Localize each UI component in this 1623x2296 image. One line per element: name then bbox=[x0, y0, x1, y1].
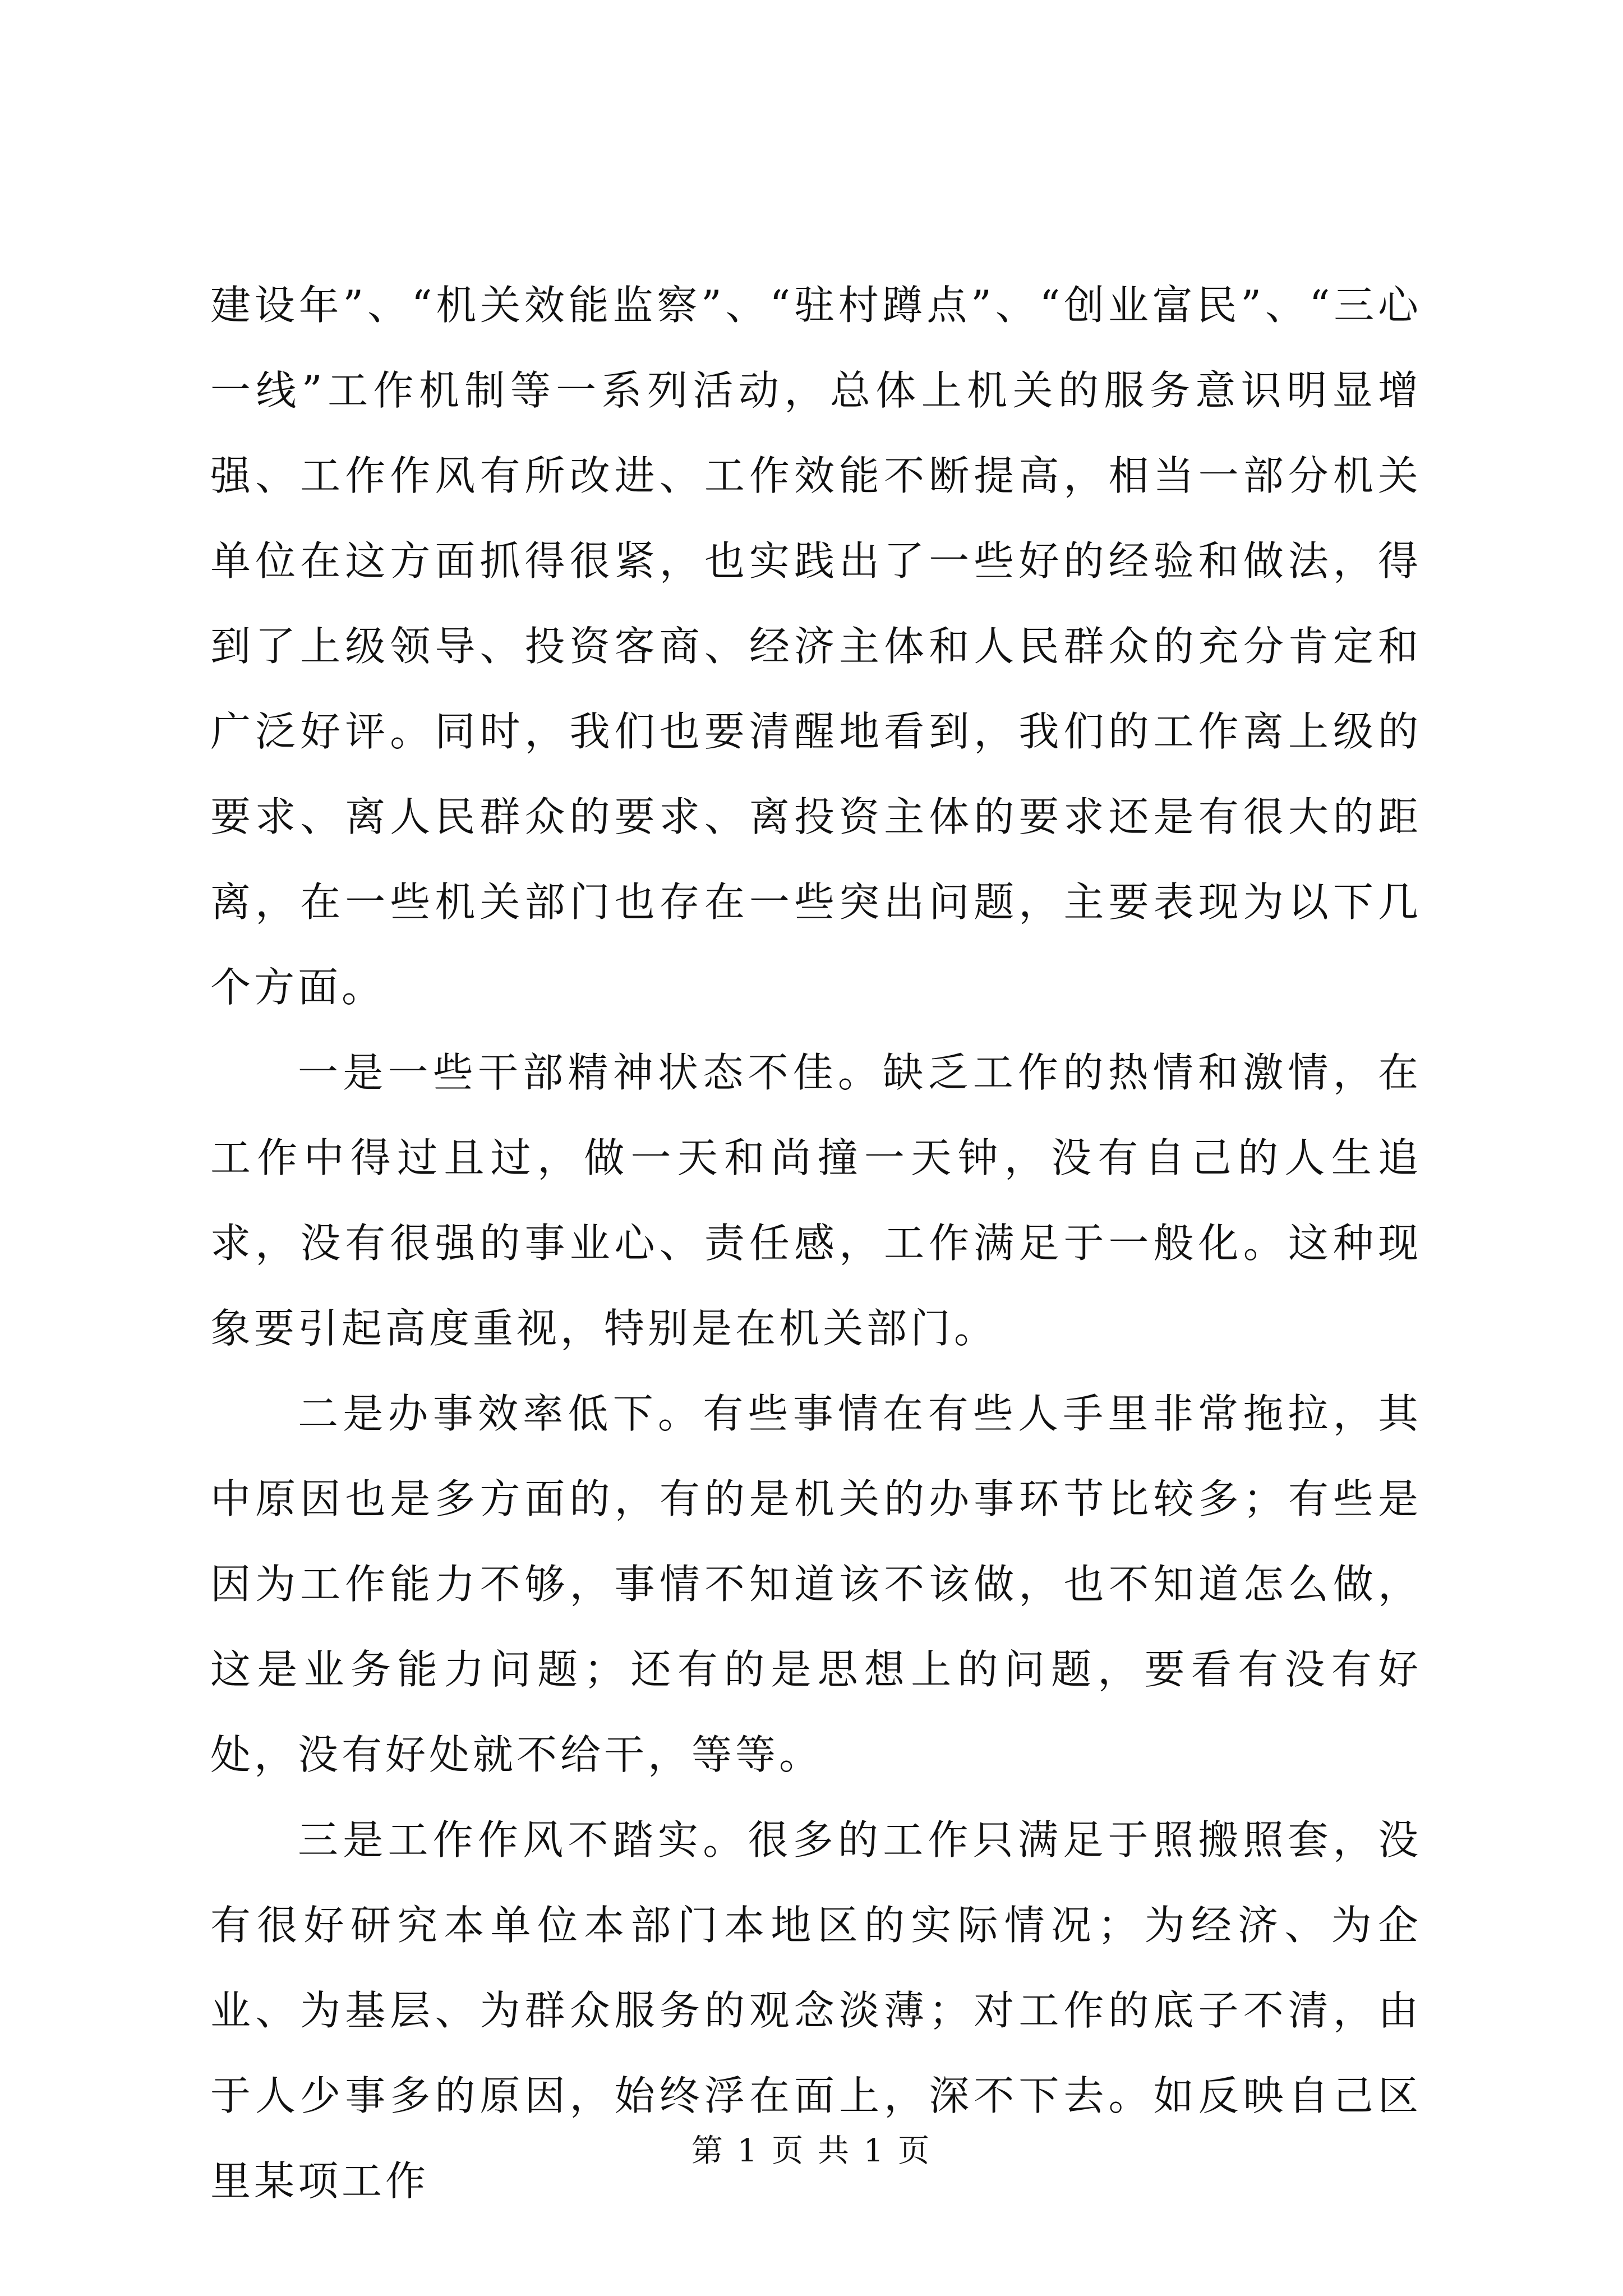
paragraph-point-two: 二是办事效率低下。有些事情在有些人手里非常拖拉，其中原因也是多方面的，有的是机关的办事环节比较多；有些是因为工作能力不够，事情不知道该不该做，也不知道怎么做，这是业务能力问题；还有的是思想上的问题，要看有没有好处，没有好处就不给干，等等。 bbox=[210, 1390, 1422, 1778]
page-footer bbox=[0, 2126, 1623, 2171]
paragraph-continuation: 建设年”、“机关效能监察”、“驻村蹲点”、“创业富民”、“三心一线”工作机制等一系列活动，总体上机关的服务意识明显增强、工作作风有所改进、工作效能不断提高，相当一部分机关单位在这方面抓得很紧，也实践出了一些好的经验和做法，得到了上级领导、投资客商、经济主体和人民群众的充分肯定和广泛好评。同时，我们也要清醒地看到，我们的工作离上级的要求、离人民群众的要求、离投资主体的要求还是有很大的距离，在一些机关部门也存在一些突出问题，主要表现为以下几个方面。 bbox=[210, 282, 1422, 1011]
page-number-label: 第 1 页 共 1 页 bbox=[691, 2133, 932, 2169]
document-body bbox=[210, 263, 1422, 2224]
paragraph-point-three: 三是工作作风不踏实。很多的工作只满足于照搬照套，没有很好研究本单位本部门本地区的实际情况；为经济、为企业、为基层、为群众服务的观念淡薄；对工作的底子不清，由于人少事多的原因，始终浮在面上，深不下去。如反映自己区里某项工作 bbox=[210, 1816, 1422, 2205]
paragraph-point-one: 一是一些干部精神状态不佳。缺乏工作的热情和激情，在工作中得过且过，做一天和尚撞一天钟，没有自己的人生追求，没有很强的事业心、责任感，工作满足于一般化。这种现象要引起高度重视，特别是在机关部门。 bbox=[210, 1049, 1422, 1352]
